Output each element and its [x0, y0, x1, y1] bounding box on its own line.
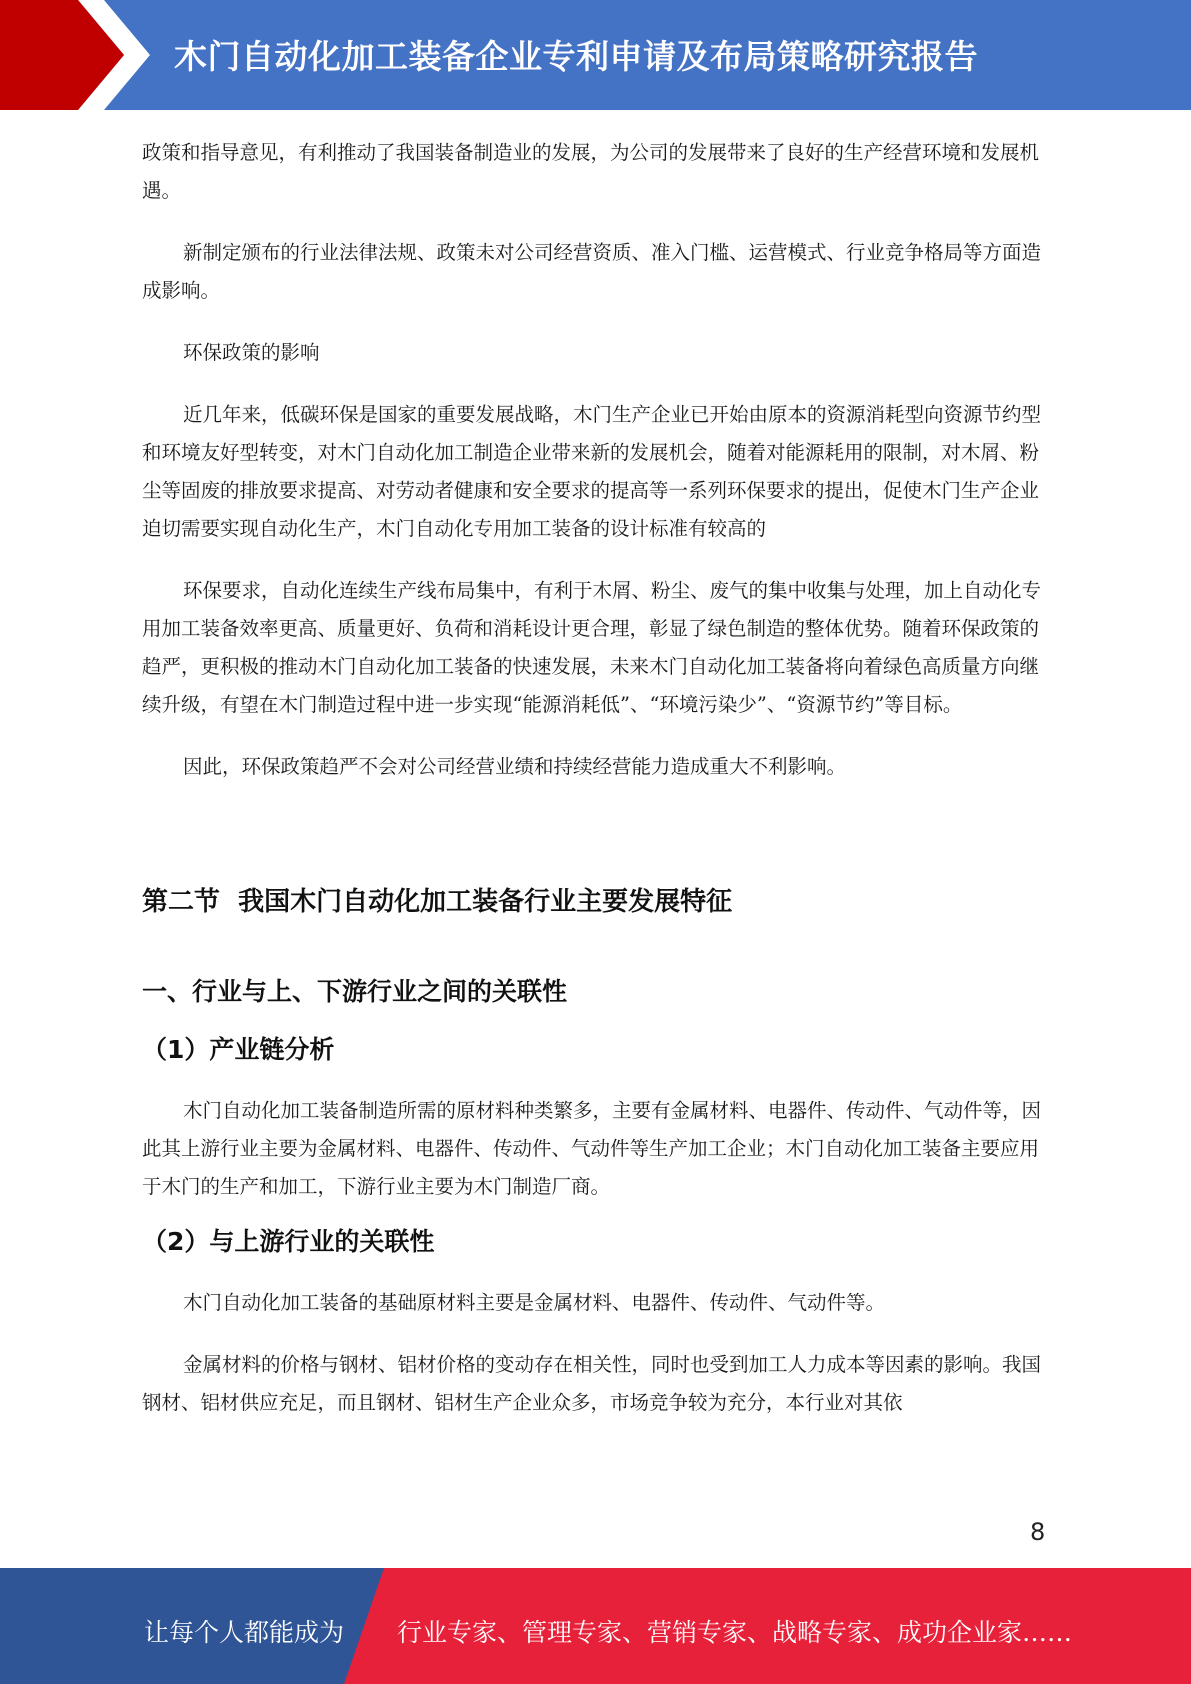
paragraph: 金属材料的价格与钢材、铝材价格的变动存在相关性，同时也受到加工人力成本等因素的影响。我国钢材、铝材供应充足，而且钢材、铝材生产企业众多，市场竞争较为充分，本行业对其依	[142, 1353, 1042, 1414]
document-body	[142, 134, 1047, 1422]
subsection-title: 一、行业与上、下游行业之间的关联性	[142, 977, 568, 1006]
page-number: 8	[1030, 1518, 1046, 1546]
paragraph: 政策和指导意见，有利推动了我国装备制造业的发展，为公司的发展带来了良好的生产经营环境和发展机遇。	[142, 141, 1040, 202]
paragraph: 新制定颁布的行业法律法规、政策未对公司经营资质、准入门槛、运营模式、行业竞争格局等方面造成影响。	[142, 241, 1042, 302]
paragraph: 近几年来，低碳环保是国家的重要发展战略，木门生产企业已开始由原本的资源消耗型向资源节约型和环境友好型转变，对木门自动化加工制造企业带来新的发展机会，随着对能源耗用的限制，对木屑、粉尘等固废的排放要求提高、对劳动者健康和安全要求的提高等一系列环保要求的提出，促使木门生产企业迫切需要实现自动化生产，木门自动化专用加工装备的设计标准有较高的	[142, 403, 1042, 540]
page-header	[0, 0, 1191, 110]
subsection-heading-2: （2）与上游行业的关联性	[142, 1227, 435, 1256]
subsection-heading-1: （1）产业链分析	[142, 1035, 335, 1064]
paragraph: 环保要求，自动化连续生产线布局集中，有利于木屑、粉尘、废气的集中收集与处理，加上自动化专用加工装备效率更高、质量更好、负荷和消耗设计更合理，彰显了绿色制造的整体优势。随着环保政策的趋严，更积极的推动木门自动化加工装备的快速发展，未来木门自动化加工装备将向着绿色高质量方向继续升级，有望在木门制造过程中进一步实现“能源消耗低”、“环境污染少”、“资源节约”等目标。	[142, 579, 1042, 716]
header-title: 木门自动化加工装备企业专利申请及布局策略研究报告	[174, 37, 978, 76]
paragraph-heading: 环保政策的影响	[183, 341, 320, 364]
paragraph: 因此，环保政策趋严不会对公司经营业绩和持续经营能力造成重大不利影响。	[183, 755, 847, 778]
page-footer	[0, 1568, 1191, 1684]
paragraph: 木门自动化加工装备制造所需的原材料种类繁多，主要有金属材料、电器件、传动件、气动件等，因此其上游行业主要为金属材料、电器件、传动件、气动件等生产加工企业；木门自动化加工装备主要应用于木门的生产和加工，下游行业主要为木门制造厂商。	[142, 1099, 1042, 1198]
paragraph: 木门自动化加工装备的基础原材料主要是金属材料、电器件、传动件、气动件等。	[183, 1291, 886, 1314]
footer-slogan-right: 行业专家、管理专家、营销专家、战略专家、成功企业家……	[397, 1618, 1073, 1647]
footer-slogan-left: 让每个人都能成为	[144, 1618, 345, 1647]
section-title: 第二节 我国木门自动化加工装备行业主要发展特征	[142, 887, 733, 917]
